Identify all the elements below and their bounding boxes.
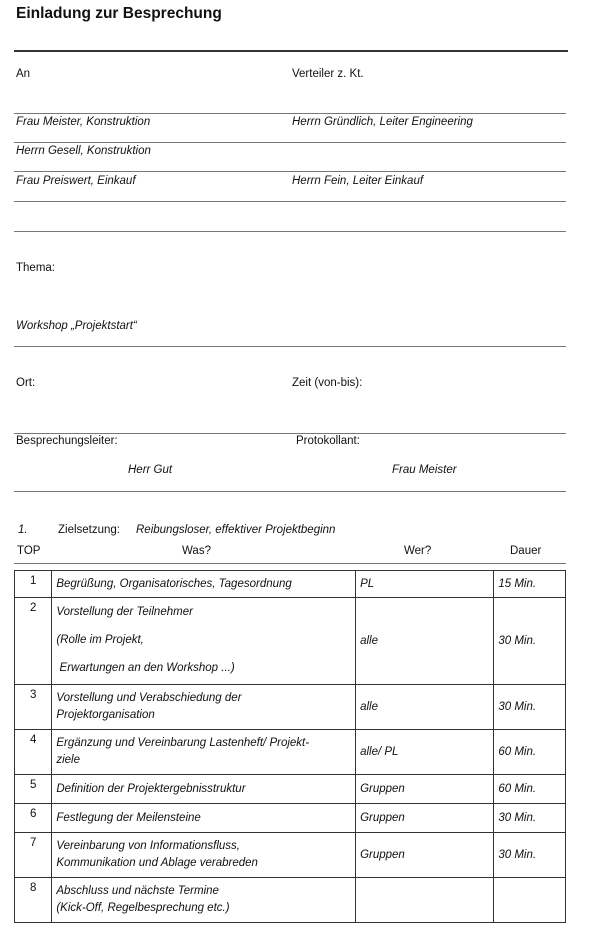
divider — [14, 563, 566, 564]
table-row — [15, 833, 566, 878]
row-was-line: Kommunikation und Ablage verabreden — [56, 857, 258, 869]
row-was-line: Definition der Projektergebnisstruktur — [56, 782, 246, 795]
row-was-line: Vereinbarung von Informationsfluss, — [56, 840, 241, 852]
row-number: 1 — [15, 571, 52, 598]
row-number: 5 — [15, 775, 52, 804]
table-row — [15, 685, 566, 730]
row-wer: alle/ PL — [356, 730, 494, 775]
row-number: 3 — [15, 685, 52, 730]
row-wer — [356, 878, 494, 923]
verteiler-label: Verteiler z. Kt. — [292, 68, 364, 80]
row-dauer: 60 Min. — [494, 730, 566, 775]
row-wer: Gruppen — [356, 775, 494, 804]
row-wer: alle — [356, 598, 494, 685]
row-number: 8 — [15, 878, 52, 923]
row-dauer: 30 Min. — [494, 598, 566, 685]
table-row — [15, 598, 566, 685]
row-wer: Gruppen — [356, 833, 494, 878]
divider — [14, 231, 566, 232]
recipient-left-3: Frau Preiswert, Einkauf — [16, 175, 136, 187]
table-row — [15, 571, 566, 598]
row-was-line: Vorstellung und Verabschiedung der — [56, 692, 242, 704]
divider — [14, 433, 566, 434]
protokoll-value: Frau Meister — [392, 464, 457, 476]
divider — [14, 171, 566, 172]
table-row — [15, 775, 566, 804]
row-was-line: Erwartungen an den Workshop ...) — [56, 662, 235, 674]
row-was — [52, 571, 356, 598]
divider — [14, 113, 566, 114]
table-row — [15, 730, 566, 775]
row-wer: alle — [356, 685, 494, 730]
header-top: TOP — [17, 545, 41, 557]
row-was-line: Vorstellung der Teilnehmer — [56, 606, 193, 618]
goal-number: 1. — [18, 524, 28, 536]
row-was-line: Projektorganisation — [56, 709, 155, 721]
row-was-line: (Rolle im Projekt, — [56, 634, 144, 646]
thema-value: Workshop „Projektstart“ — [16, 320, 137, 332]
leiter-label: Besprechungsleiter: — [16, 435, 118, 447]
row-was — [52, 804, 356, 833]
title-divider — [14, 50, 568, 52]
agenda-table — [14, 570, 566, 923]
row-was-line: (Kick-Off, Regelbesprechung etc.) — [56, 902, 230, 914]
leiter-value: Herr Gut — [128, 464, 173, 476]
recipient-left-1: Frau Meister, Konstruktion — [16, 116, 151, 128]
row-number: 6 — [15, 804, 52, 833]
thema-label: Thema: — [16, 262, 55, 274]
protokoll-label: Protokollant: — [296, 435, 360, 447]
divider — [14, 346, 566, 347]
row-was-line: Begrüßung, Organisatorisches, Tagesordnung — [56, 577, 292, 590]
row-dauer: 30 Min. — [494, 804, 566, 833]
header-was: Was? — [182, 545, 211, 557]
row-dauer — [494, 878, 566, 923]
table-row — [15, 804, 566, 833]
table-row — [15, 878, 566, 923]
an-label: An — [16, 68, 31, 80]
zeit-label: Zeit (von-bis): — [292, 377, 363, 389]
ort-label: Ort: — [16, 377, 36, 389]
header-dauer: Dauer — [510, 545, 542, 557]
row-was-line: Ergänzung und Vereinbarung Lastenheft/ Projekt- — [56, 737, 310, 749]
recipient-right-2: Herrn Fein, Leiter Einkauf — [292, 175, 424, 187]
row-was — [52, 730, 356, 775]
row-was — [52, 685, 356, 730]
recipient-left-2: Herrn Gesell, Konstruktion — [16, 145, 151, 157]
row-was-line: ziele — [56, 754, 80, 766]
header-wer: Wer? — [404, 545, 432, 557]
divider — [14, 201, 566, 202]
goal-label: Zielsetzung: — [58, 524, 121, 536]
row-dauer: 60 Min. — [494, 775, 566, 804]
row-number: 2 — [15, 598, 52, 685]
goal-text: Reibungsloser, effektiver Projektbeginn — [136, 524, 336, 536]
row-was — [52, 833, 356, 878]
recipient-right-1: Herrn Gründlich, Leiter Engineering — [292, 116, 473, 128]
row-was — [52, 878, 356, 923]
row-wer: PL — [356, 571, 494, 598]
row-was — [52, 598, 356, 685]
divider — [14, 142, 566, 143]
row-wer: Gruppen — [356, 804, 494, 833]
row-was-line: Abschluss und nächste Termine — [56, 885, 219, 897]
document-title: Einladung zur Besprechung — [16, 5, 222, 22]
row-was-line: Festlegung der Meilensteine — [56, 811, 201, 824]
row-number: 7 — [15, 833, 52, 878]
row-dauer: 30 Min. — [494, 685, 566, 730]
divider — [14, 491, 566, 492]
row-dauer: 30 Min. — [494, 833, 566, 878]
row-number: 4 — [15, 730, 52, 775]
row-was — [52, 775, 356, 804]
row-dauer: 15 Min. — [494, 571, 566, 598]
